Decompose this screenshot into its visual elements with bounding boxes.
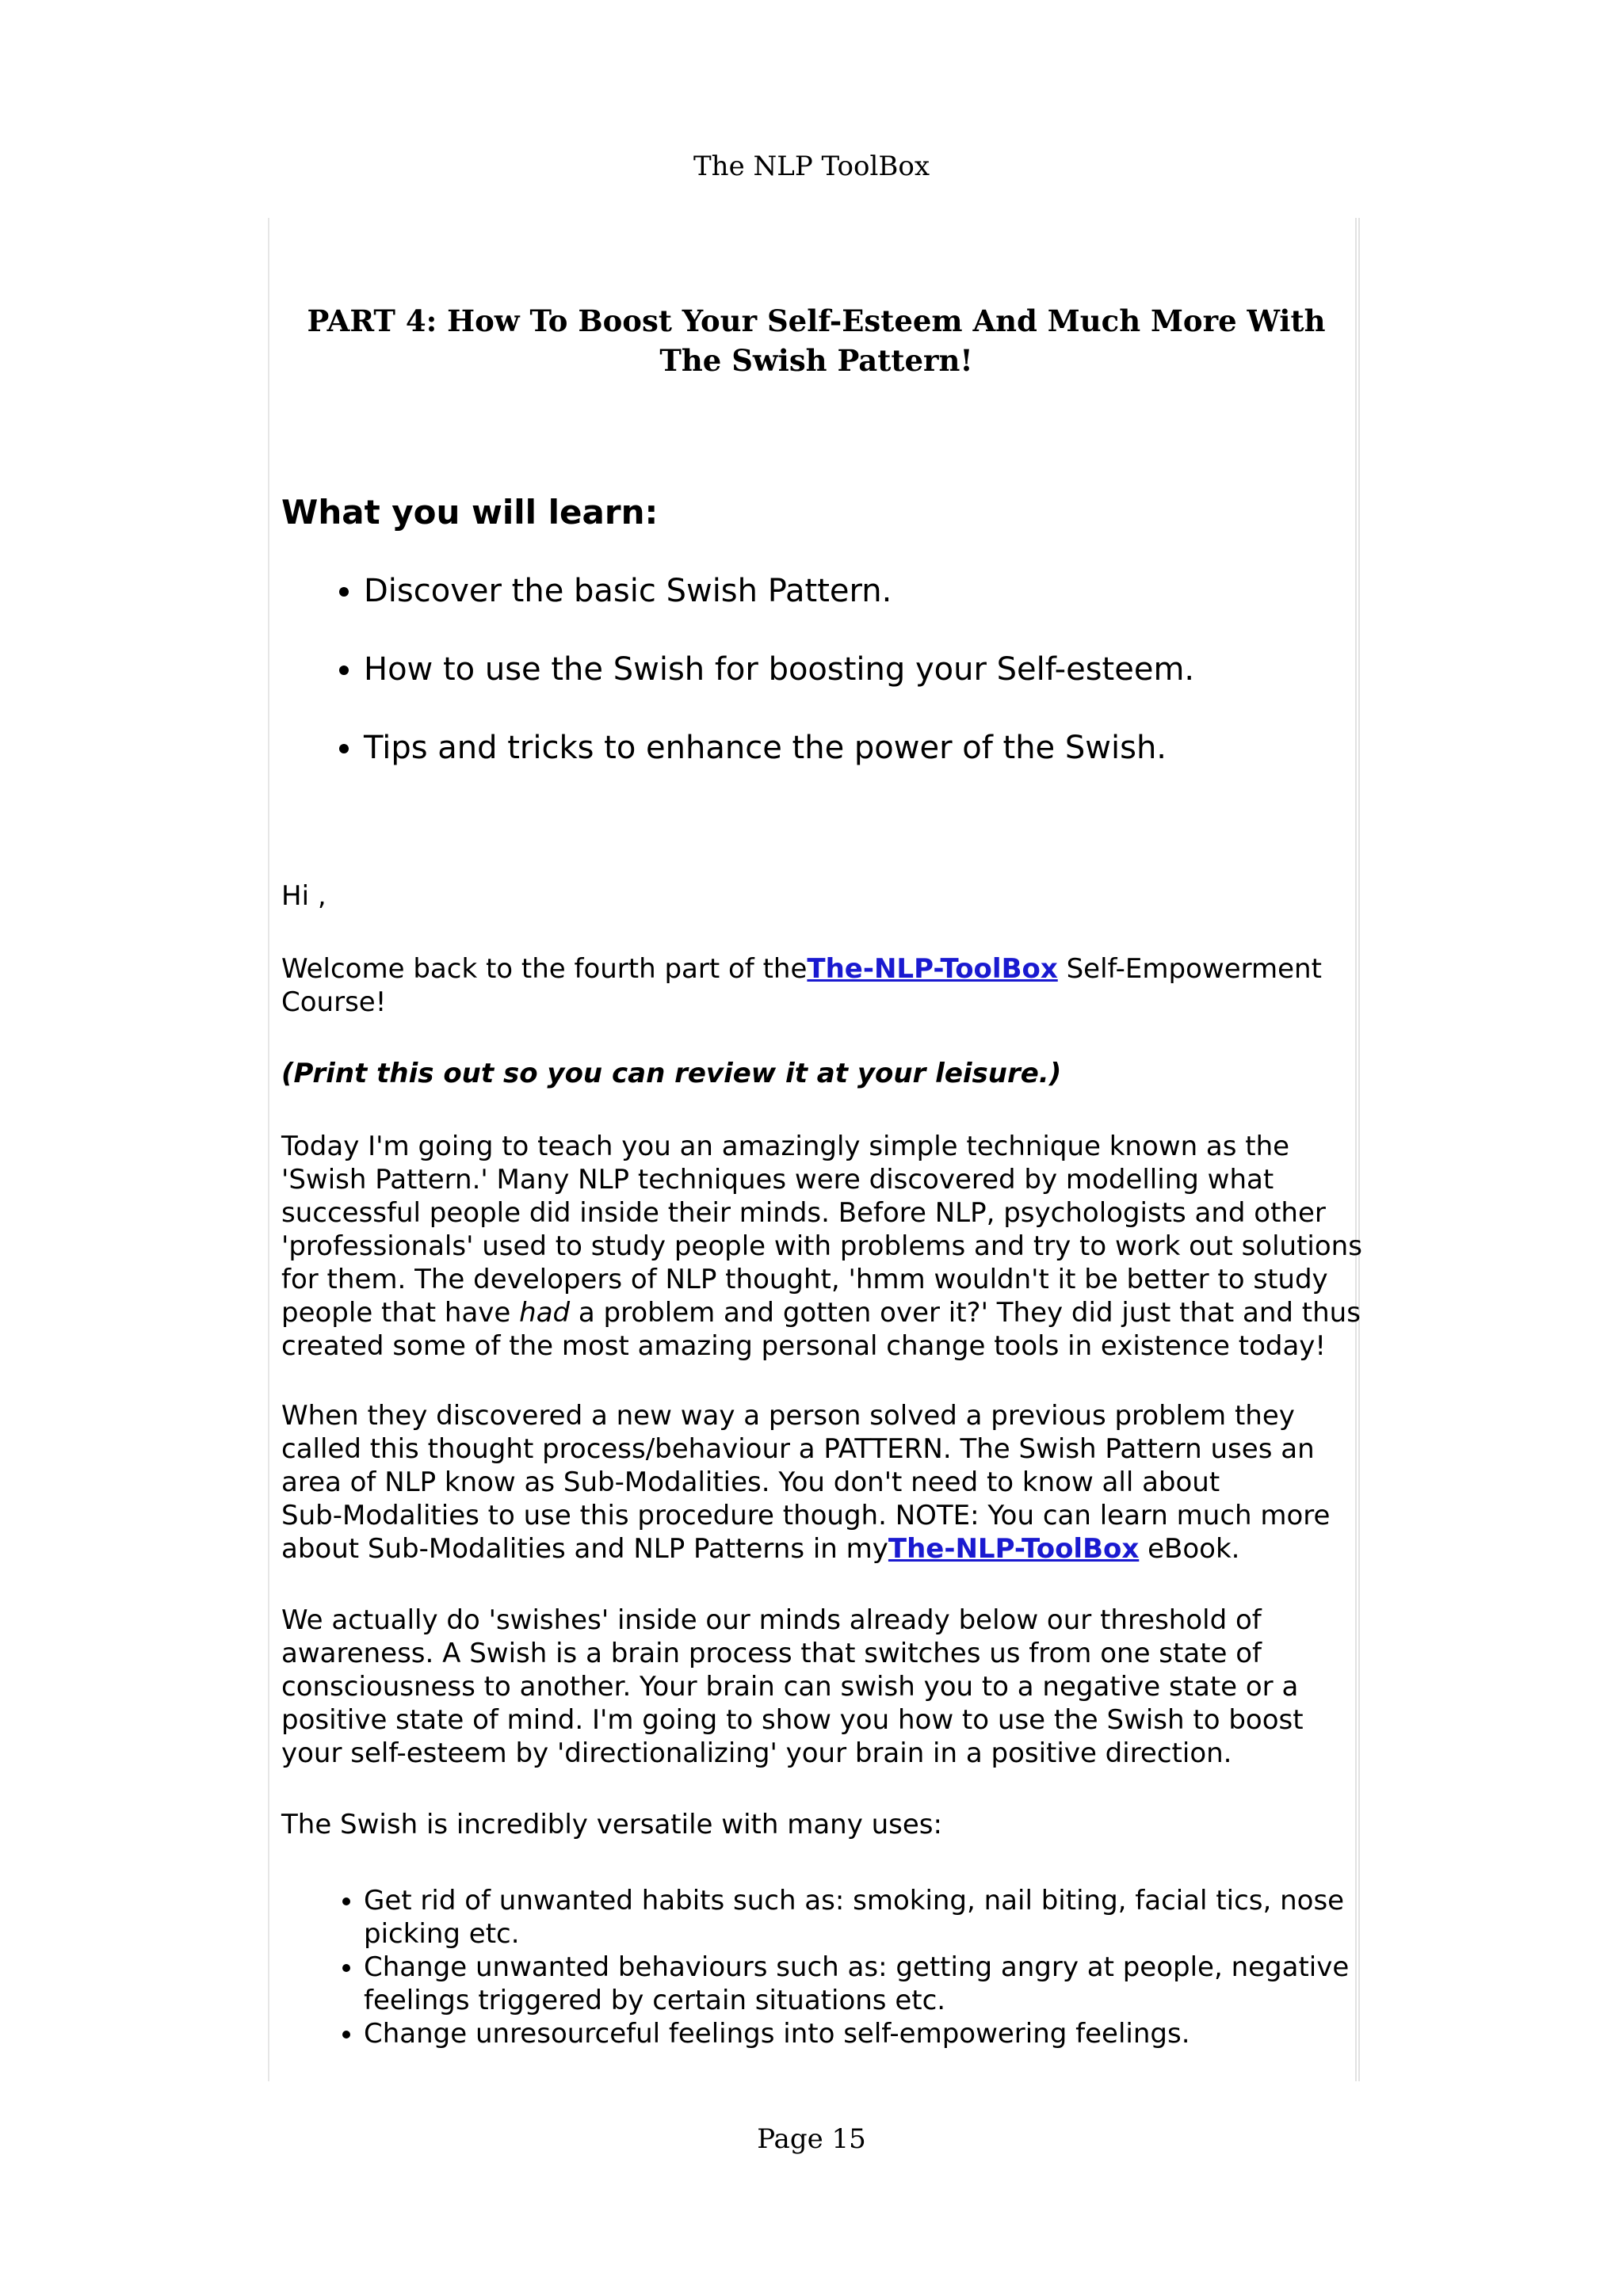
- use-line: • Change unwanted behaviours such as: getting angry at people, negative: [364, 1951, 1350, 1983]
- para-line: called this thought process/behaviour a PATTERN. The Swish Pattern uses an: [281, 1433, 1315, 1465]
- para-line: Today I'm going to teach you an amazingly simple technique known as the: [281, 1131, 1290, 1162]
- learn-heading: What you will learn:: [281, 493, 659, 532]
- para-line: When they discovered a new way a person solved a previous problem they: [281, 1400, 1295, 1432]
- print-note: (Print this out so you can review it at your leisure.): [281, 1058, 1062, 1089]
- uses-intro: The Swish is incredibly versatile with many uses:: [281, 1809, 942, 1840]
- para-line: consciousness to another. Your brain can swish you to a negative state or a: [281, 1671, 1299, 1703]
- use-item: [364, 1951, 1443, 2017]
- para-text: people that have: [281, 1297, 520, 1329]
- uses-list: [281, 1884, 1443, 2050]
- para-line: [281, 1296, 1361, 1329]
- learn-item: • Discover the basic Swish Pattern.: [364, 567, 1442, 646]
- running-header: The NLP ToolBox: [693, 151, 930, 182]
- learn-list: [281, 567, 1442, 803]
- paragraph-pattern: [281, 1399, 1361, 1566]
- use-line: • Change unresourceful feelings into self-empowering feelings.: [364, 2018, 1190, 2050]
- para-line: successful people did inside their minds. Before NLP, psychologists and other: [281, 1197, 1326, 1229]
- para-line: 'professionals' used to study people with problems and try to work out solutions: [281, 1230, 1362, 1262]
- use-line: picking etc.: [364, 1918, 520, 1950]
- para-line: for them. The developers of NLP thought, 'hmm wouldn't it be better to study: [281, 1264, 1328, 1295]
- para-text: about Sub-Modalities and NLP Patterns in my: [281, 1533, 888, 1565]
- para-line: area of NLP know as Sub-Modalities. You don't need to know all about: [281, 1466, 1220, 1498]
- learn-item: • How to use the Swish for boosting your Self-esteem.: [364, 646, 1442, 724]
- nlp-toolbox-ebook-link[interactable]: The-NLP-ToolBox: [888, 1533, 1140, 1565]
- use-line: • Get rid of unwanted habits such as: smoking, nail biting, facial tics, nose: [364, 1885, 1345, 1917]
- learn-item: • Tips and tricks to enhance the power of the Swish.: [364, 724, 1442, 803]
- greeting: Hi ,: [281, 880, 327, 912]
- paragraph-swish-intro: [281, 1130, 1361, 1363]
- part-title: PART 4: How To Boost Your Self-Esteem And Much More With The Swish Pattern!: [307, 303, 1326, 378]
- para-line: [281, 1532, 1361, 1566]
- para-line: your self-esteem by 'directionalizing' your brain in a positive direction.: [281, 1737, 1232, 1769]
- use-item: [364, 2017, 1443, 2050]
- page-number: Page 15: [757, 2123, 866, 2155]
- para-line: awareness. A Swish is a brain process that switches us from one state of: [281, 1638, 1262, 1669]
- use-item: [364, 1884, 1443, 1951]
- nlp-toolbox-link[interactable]: The-NLP-ToolBox: [807, 953, 1058, 985]
- welcome-text-after: Self-Empowerment: [1057, 953, 1322, 985]
- para-line: created some of the most amazing personal change tools in existence today!: [281, 1330, 1327, 1362]
- para-text: a problem and gotten over it?' They did just that and thus: [570, 1297, 1361, 1329]
- welcome-line-2: Course!: [281, 986, 387, 1018]
- welcome-text: Welcome back to the fourth part of the: [281, 953, 808, 985]
- para-text: eBook.: [1139, 1533, 1240, 1565]
- para-line: 'Swish Pattern.' Many NLP techniques were discovered by modelling what: [281, 1164, 1274, 1196]
- emphasis-had: had: [519, 1297, 571, 1329]
- para-line: We actually do 'swishes' inside our minds already below our threshold of: [281, 1604, 1262, 1636]
- welcome-line-1: [281, 952, 1361, 986]
- paragraph-swishes: [281, 1604, 1361, 1770]
- para-line: positive state of mind. I'm going to show you how to use the Swish to boost: [281, 1704, 1304, 1736]
- use-line: feelings triggered by certain situations etc.: [364, 1985, 946, 2016]
- welcome-paragraph: [281, 952, 1361, 1019]
- para-line: Sub-Modalities to use this procedure though. NOTE: You can learn much more: [281, 1500, 1331, 1531]
